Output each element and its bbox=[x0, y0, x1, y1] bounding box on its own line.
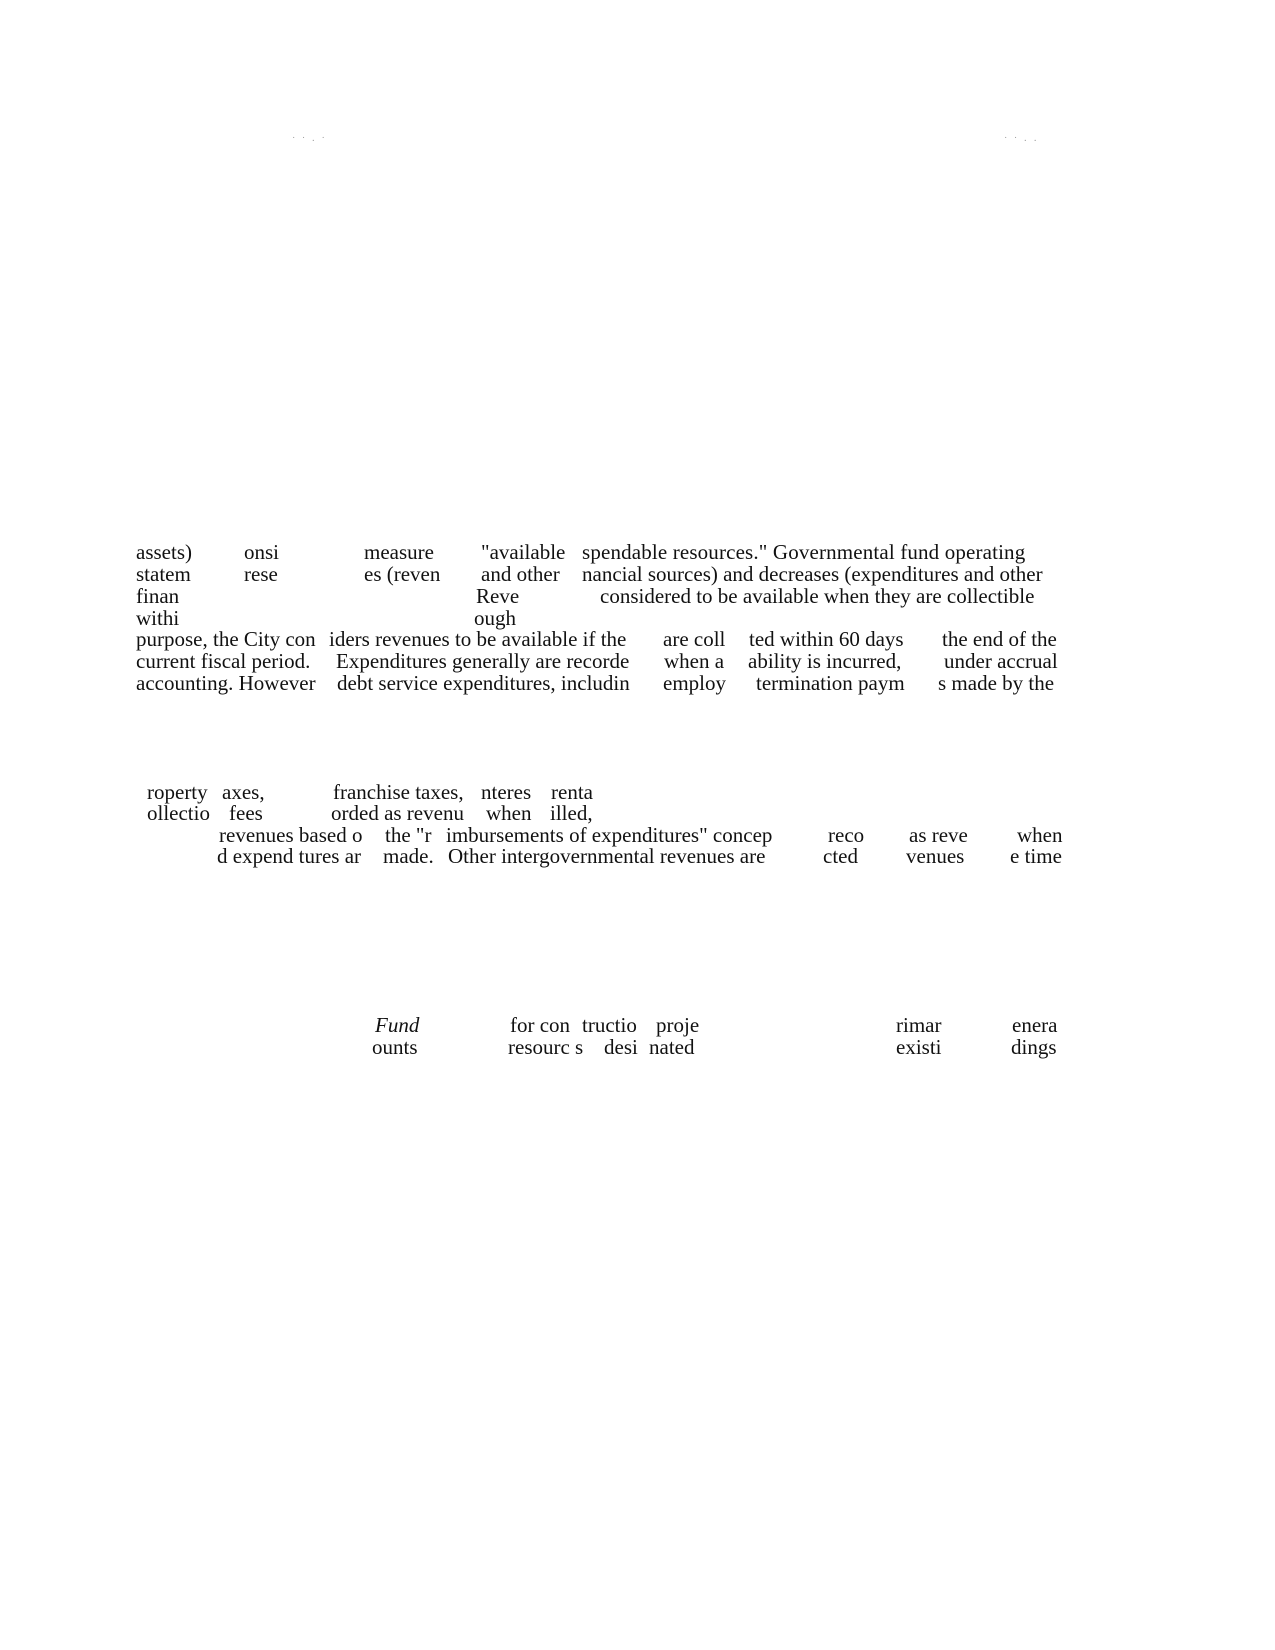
text-fragment: renta bbox=[551, 780, 593, 804]
text-fragment: cted bbox=[823, 844, 858, 868]
text-fragment: orded as revenu bbox=[331, 801, 464, 825]
text-fragment: current fiscal period. bbox=[136, 649, 311, 673]
text-fragment: and other bbox=[481, 562, 560, 586]
text-fragment: spendable resources." Governmental fund operating bbox=[582, 540, 1026, 564]
text-fragment: rese bbox=[244, 562, 278, 586]
text-fragment: when bbox=[1017, 823, 1063, 847]
text-fragment: venues bbox=[906, 844, 965, 868]
text-fragment: ability is incurred, bbox=[748, 649, 902, 673]
text-fragment: are coll bbox=[663, 627, 726, 651]
text-fragment: illed, bbox=[550, 801, 593, 825]
text-fragment: Other intergovernmental revenues are bbox=[448, 844, 766, 868]
text-fragment: nancial sources) and decreases (expenditures and other bbox=[582, 562, 1043, 586]
text-fragment: accounting. However bbox=[136, 671, 316, 695]
text-fragment: e time bbox=[1010, 844, 1062, 868]
text-fragment: s made by the bbox=[938, 671, 1055, 695]
text-fragment: nated bbox=[649, 1035, 695, 1059]
text-fragment: ted within 60 days bbox=[749, 627, 904, 651]
text-fragment: d expend tures ar bbox=[217, 844, 362, 868]
text-fragment: "available bbox=[481, 540, 566, 564]
text-fragment: when bbox=[486, 801, 532, 825]
text-fragment: enera bbox=[1012, 1013, 1058, 1037]
text-fragment: revenues based o bbox=[219, 823, 363, 847]
text-fragment: Reve bbox=[476, 584, 520, 608]
text-fragment: Expenditures generally are recorde bbox=[336, 649, 630, 673]
text-fragment: ollectio bbox=[147, 801, 210, 825]
text-fragment: nteres bbox=[481, 780, 532, 804]
text-fragment: withi bbox=[136, 606, 180, 630]
text-fragment: roperty bbox=[147, 780, 208, 804]
text-fragment: when a bbox=[664, 649, 725, 673]
text-fragment: assets) bbox=[136, 540, 192, 564]
text-fragment: franchise taxes, bbox=[333, 780, 464, 804]
text-fragment: fees bbox=[229, 801, 263, 825]
text-fragment: for con bbox=[510, 1013, 571, 1037]
text-fragment: made. bbox=[383, 844, 434, 868]
text-fragment: axes, bbox=[222, 780, 265, 804]
scan-speck-right: ˙ ˙ · · bbox=[1004, 136, 1039, 147]
text-fragment: as reve bbox=[909, 823, 968, 847]
text-fragment: desi bbox=[604, 1035, 638, 1059]
text-fragment: resourc s bbox=[508, 1035, 584, 1059]
text-fragment: finan bbox=[136, 584, 180, 608]
text-fragment: dings bbox=[1011, 1035, 1057, 1059]
text-fragment: ounts bbox=[372, 1035, 418, 1059]
text-fragment: considered to be available when they are collectible bbox=[600, 584, 1035, 608]
text-fragment: Fund bbox=[375, 1013, 420, 1037]
text-fragment: es (reven bbox=[364, 562, 441, 586]
text-fragment: iders revenues to be available if the bbox=[329, 627, 627, 651]
text-fragment: under accrual bbox=[944, 649, 1058, 673]
text-fragment: employ bbox=[663, 671, 726, 695]
text-fragment: tructio bbox=[582, 1013, 637, 1037]
text-fragment: reco bbox=[828, 823, 865, 847]
text-fragment: onsi bbox=[244, 540, 280, 564]
text-fragment: termination paym bbox=[756, 671, 905, 695]
text-fragment: existi bbox=[896, 1035, 942, 1059]
text-fragment: debt service expenditures, includin bbox=[337, 671, 630, 695]
text-fragment: rimar bbox=[896, 1013, 942, 1037]
text-fragment: imbursements of expenditures" concep bbox=[446, 823, 773, 847]
text-fragment: the end of the bbox=[942, 627, 1057, 651]
text-fragment: ough bbox=[474, 606, 516, 630]
text-fragment: purpose, the City con bbox=[136, 627, 316, 651]
scan-speck-left: ˙ ˙ · ˙ bbox=[292, 136, 327, 147]
text-fragment: measure bbox=[364, 540, 434, 564]
text-fragment: the "r bbox=[385, 823, 432, 847]
text-fragment: proje bbox=[656, 1013, 700, 1037]
text-fragment: statem bbox=[136, 562, 191, 586]
